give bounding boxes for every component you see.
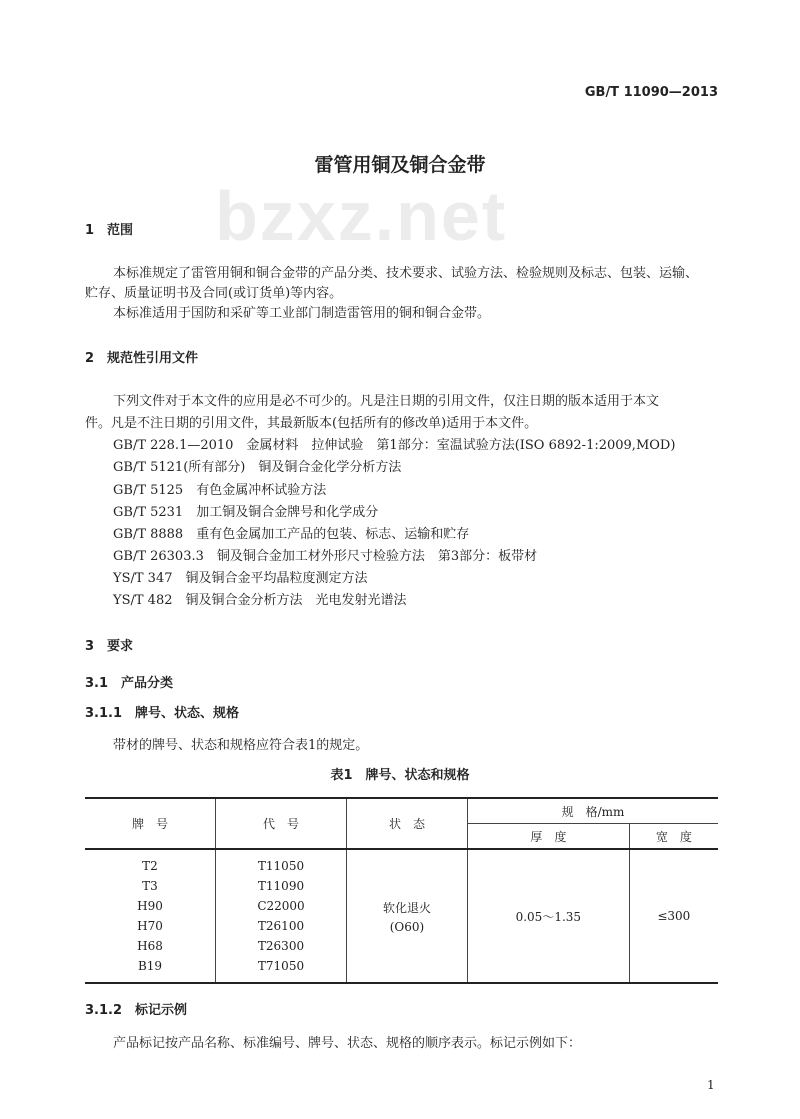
grade-cell: H90 xyxy=(137,899,163,913)
col-header-grade: 牌 号 xyxy=(85,798,216,849)
code-cell: T26300 xyxy=(257,939,305,953)
grade-cell: B19 xyxy=(137,959,163,973)
col-header-width: 宽 度 xyxy=(629,824,718,850)
reference-item: GB/T 26303.3 铜及铜合金加工材外形尺寸检验方法 第3部分：板带材 xyxy=(113,549,538,564)
page-number: 1 xyxy=(707,1078,715,1092)
reference-item: GB/T 5231 加工铜及铜合金牌号和化学成分 xyxy=(113,505,379,520)
grade-column xyxy=(85,849,216,983)
col-header-thickness: 厚 度 xyxy=(468,824,630,850)
code-cell: T71050 xyxy=(257,959,305,973)
paragraph-line: 本标准规定了雷管用铜和铜合金带的产品分类、技术要求、试验方法、检验规则及标志、包装、运输、 xyxy=(113,266,699,281)
code-cell: C22000 xyxy=(257,899,305,913)
col-header-temper: 状 态 xyxy=(347,798,468,849)
grade-cell: T3 xyxy=(142,879,158,893)
section-3-heading: 3 要求 xyxy=(85,639,134,654)
section-3-1-2-heading: 3.1.2 标记示例 xyxy=(85,1003,188,1018)
page-title: 雷管用铜及铜合金带 xyxy=(314,154,486,176)
reference-item: GB/T 228.1—2010 金属材料 拉伸试验 第1部分：室温试验方法(ISO 6892-1:2009,MOD) xyxy=(113,438,676,453)
temper-cell xyxy=(347,849,468,983)
paragraph-line: 件。凡是不注日期的引用文件，其最新版本(包括所有的修改单)适用于本文件。 xyxy=(85,416,538,431)
reference-item: GB/T 5121(所有部分) 铜及铜合金化学分析方法 xyxy=(113,460,402,475)
code-column xyxy=(216,849,347,983)
grade-cell: H68 xyxy=(137,939,163,953)
temper-value: 软化退火 xyxy=(382,900,431,915)
paragraph-line: 本标准适用于国防和采矿等工业部门制造雷管用的铜和铜合金带。 xyxy=(113,306,491,321)
code-cell: T11090 xyxy=(257,879,305,893)
reference-item: GB/T 5125 有色金属冲杯试验方法 xyxy=(113,483,327,498)
section-2-heading: 2 规范性引用文件 xyxy=(85,351,199,366)
paragraph-line: 带材的牌号、状态和规格应符合表1的规定。 xyxy=(113,738,369,753)
col-header-code: 代 号 xyxy=(216,798,347,849)
section-1-heading: 1 范围 xyxy=(85,223,134,238)
standard-number: GB/T 11090—2013 xyxy=(584,85,718,100)
col-header-spec: 规 格/mm xyxy=(468,798,719,824)
table-caption: 表1 牌号、状态和规格 xyxy=(330,768,470,783)
width-cell: ≤300 xyxy=(657,909,691,923)
paragraph-line: 下列文件对于本文件的应用是必不可少的。凡是注日期的引用文件，仅注日期的版本适用于本文 xyxy=(113,394,660,409)
reference-item: YS/T 347 铜及铜合金平均晶粒度测定方法 xyxy=(113,571,368,586)
grade-cell: T2 xyxy=(142,859,158,873)
reference-item: YS/T 482 铜及铜合金分析方法 光电发射光谱法 xyxy=(113,593,407,608)
section-3-1-heading: 3.1 产品分类 xyxy=(85,676,174,691)
grade-cell: H70 xyxy=(137,919,163,933)
section-3-1-1-heading: 3.1.1 牌号、状态、规格 xyxy=(85,706,240,721)
thickness-cell: 0.05～1.35 xyxy=(468,849,630,983)
paragraph-line: 贮存、质量证明书及合同(或订货单)等内容。 xyxy=(85,286,343,301)
code-cell: T11050 xyxy=(257,859,305,873)
grade-temper-spec-table xyxy=(85,797,718,984)
watermark: bzxz.net xyxy=(215,177,508,255)
reference-item: GB/T 8888 重有色金属加工产品的包装、标志、运输和贮存 xyxy=(113,527,470,542)
temper-code: (O60) xyxy=(389,919,425,934)
code-cell: T26100 xyxy=(257,919,305,933)
paragraph-line: 产品标记按产品名称、标准编号、牌号、状态、规格的顺序表示。标记示例如下： xyxy=(113,1036,582,1051)
